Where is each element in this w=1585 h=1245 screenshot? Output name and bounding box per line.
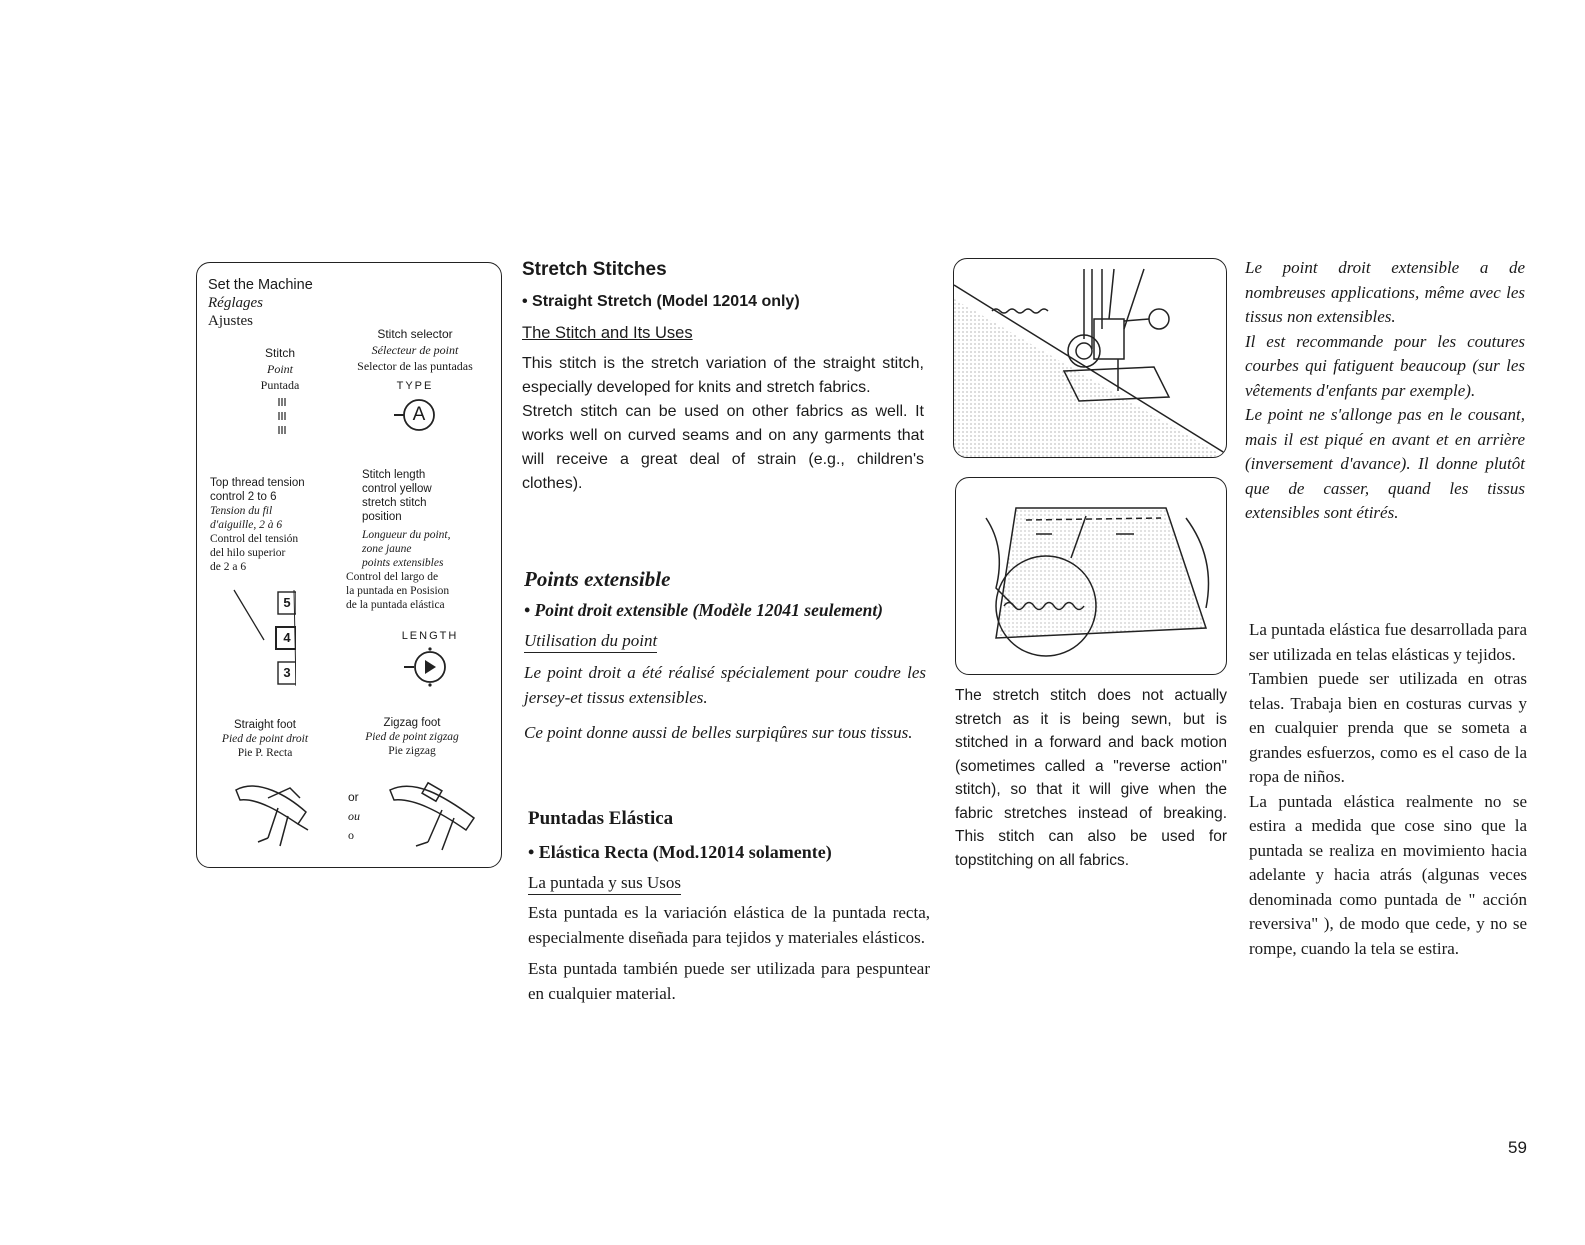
- english-caption: The stretch stitch does not actually stretch as it is being sewn, but is stitched in a forward and back motion (sometimes called a "reverse action" stitch), so that it will give when the fabric stretches instead of breaking. This stitch can also be used for topstitching on all fabrics.: [955, 687, 1227, 869]
- presser-foot-illustration: [953, 258, 1227, 458]
- page-number: 59: [1508, 1138, 1527, 1157]
- spanish-bullet: • Elástica Recta (Mod.12014 solamente): [528, 842, 832, 862]
- tension-value-5: 5: [283, 595, 291, 610]
- french-body: Le point droit a été réalisé spécialement pour coudre les jersey-et tissus extensibles. Ce point donne aussi de belles surpiqûres sur tous tissus.: [524, 663, 926, 742]
- spanish-title: Puntadas Elástica: [528, 808, 674, 829]
- stitch-selector-es: Selector de las puntadas: [357, 359, 473, 373]
- stitch-label-en: Stitch: [264, 346, 295, 360]
- spanish-subhead: La puntada y sus Usos: [528, 872, 681, 895]
- length-label: LENGTH: [401, 630, 459, 642]
- stitch-label-fr: Point: [267, 362, 293, 376]
- stitch-selector-fr: Sélecteur de point: [371, 343, 459, 357]
- stitch-selector-en: Stitch selector: [377, 327, 453, 341]
- spanish-right-text: La puntada elástica fue desarrollada para ser utilizada en telas elásticas y tejidos. Tambien puede ser utilizada en otras telas. Trabaja bien en costuras curvas y en cualquier prenda que se someta a grandes esfuerzos, como es el caso de la ropa de niños. La puntada elástica realmente no se estira a medida que cose sino que la puntada se realiza en movimiento hacia adelante y hacia atrás (algunas veces denominada como puntada de " acción reversiva" ), de modo que cede, y no se rompe, cuando la tela se estira.: [1249, 620, 1527, 958]
- english-subhead: The Stitch and Its Uses: [522, 324, 693, 342]
- stretch-stitch-magnified-icon: [956, 478, 1227, 675]
- french-bullet: • Point droit extensible (Modèle 12041 seulement): [524, 600, 884, 620]
- settings-heading-fr: Réglages: [208, 295, 263, 311]
- english-body: This stitch is the stretch variation of the straight stitch, especially developed for knits and stretch fabrics. Stretch stitch can be used on other fabrics as well. It works well on curved seams and on any garments that will receive a great deal of strain (e.g., children's clothes).: [522, 355, 924, 492]
- type-dial-value: A: [412, 404, 426, 425]
- sewing-needle-stitch-icon: [954, 259, 1227, 458]
- straight-stretch-stitch-icon: [276, 396, 288, 438]
- fabric-stretch-illustration: [955, 477, 1227, 675]
- or-words: or ou o: [348, 790, 360, 842]
- settings-heading-en: Set the Machine: [208, 277, 313, 293]
- french-subhead: Utilisation du point: [524, 630, 657, 653]
- straight-foot-label: Straight foot Pied de point droit Pie P. Recta: [221, 719, 309, 759]
- type-label: TYPE: [396, 380, 434, 392]
- top-thread-tension-label: Top thread tension control 2 to 6 Tension du fil d'aiguille, 2 à 6 Control del tensión del hilo superior de 2 a 6: [210, 477, 305, 573]
- zigzag-foot-icon: [384, 766, 484, 858]
- tension-value-4: 4: [283, 630, 291, 645]
- french-title: Points extensible: [524, 567, 671, 591]
- tension-value-3: 3: [283, 665, 291, 680]
- stitch-label-es: Puntada: [260, 378, 300, 392]
- english-bullet: • Straight Stretch (Model 12014 only): [522, 293, 800, 310]
- french-right-text: Le point droit extensible a de nombreuses applications, même avec les tissus non extensibles. Il est recommande pour les coutures courbes qui fatiguent beaucoup (sur les vêtements d'enfants par exemple). Le point ne s'allonge pas en le cousant, mais il est piqué en avant et en arrière (inversement d'avance). Il donne plutôt que de casser, quand les tissus extensibles sont étirés.: [1245, 258, 1525, 522]
- zigzag-foot-label: Zigzag foot Pied de point zigzag Pie zigzag: [365, 717, 459, 757]
- spanish-body: Esta puntada es la variación elástica de la puntada recta, especialmente diseñada para tejidos y materiales elásticos. Esta puntada también puede ser utilizada para pespuntear en cualquier material.: [528, 903, 930, 1003]
- stitch-length-label: Stitch length control yellow stretch stitch position Longueur du point, zone jaune points extensibles Control del largo de la puntada en Posision de la puntada elástica: [346, 469, 451, 611]
- length-dial-icon: [402, 645, 454, 691]
- straight-foot-icon: [228, 768, 323, 853]
- english-title: Stretch Stitches: [522, 259, 667, 280]
- settings-heading-es: Ajustes: [208, 313, 253, 329]
